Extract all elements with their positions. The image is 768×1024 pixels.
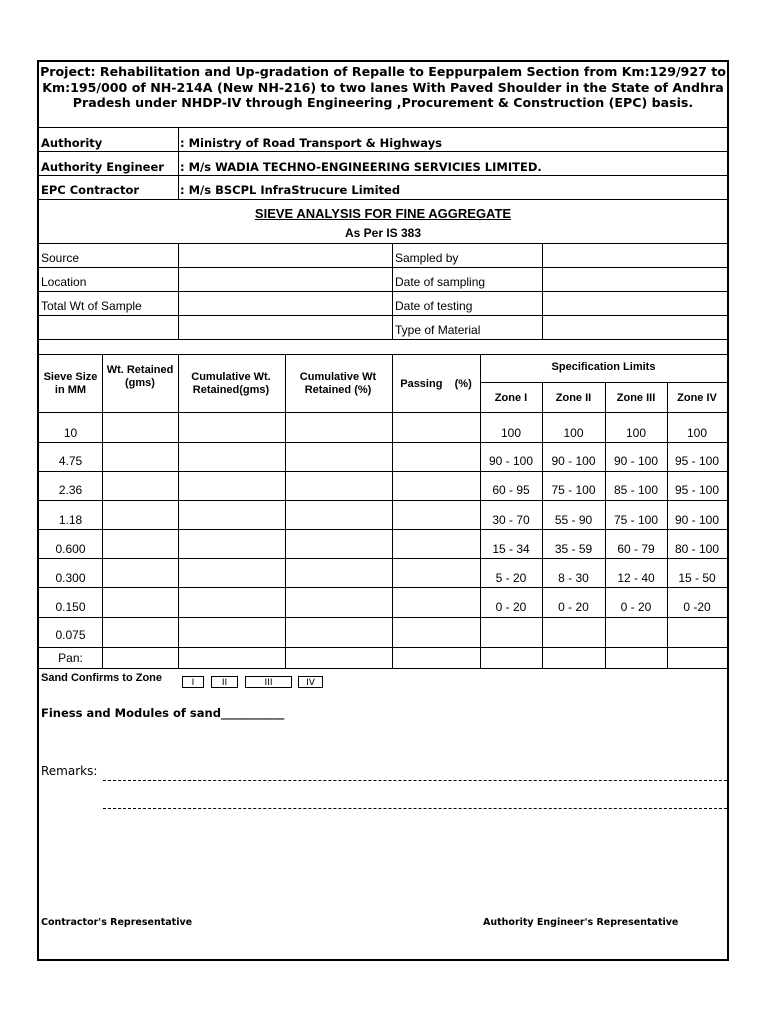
zone-3-limit: 0 - 20 [620, 600, 652, 614]
zone-1-limit: 90 - 100 [488, 454, 534, 468]
source-label: Source [41, 251, 80, 265]
zone-4-limit: 100 [686, 426, 708, 440]
col-zone-3: Zone III [616, 392, 656, 404]
col-passing: Passing (%) [400, 378, 472, 390]
zone-2-limit: 0 - 20 [558, 600, 589, 614]
zone-4-limit: 80 - 100 [674, 542, 720, 556]
sieve-size-cell: 0.075 [55, 628, 86, 642]
zone-3-limit: 100 [625, 426, 647, 440]
zone-3-limit: 60 - 79 [617, 542, 655, 556]
zone-2-limit: 100 [563, 426, 584, 440]
project-title: Project: Rehabilitation and Up-gradation of Repalle to Eeppurpalem Section from Km:129/927 to Km:195/000 of NH-214A (New NH-216) to two lanes With Paved Shoulder in the State of Andhra Pradesh under NHDP-IV through Engineering ,Procurement & Construction (EPC) basis. [40, 64, 726, 110]
sieve-size-cell: 4.75 [58, 454, 83, 468]
sieve-size-cell: 2.36 [58, 483, 83, 497]
authority-engineer-value: : M/s WADIA TECHNO-ENGINEERING SERVICIES LIMITED. [180, 160, 542, 174]
col-zone-4: Zone IV [677, 392, 717, 404]
col-cumulative-percent: Cumulative Wt Retained (%) [299, 371, 377, 396]
zone-3-limit: 85 - 100 [613, 483, 659, 497]
zone-4-limit: 15 - 50 [678, 571, 716, 585]
col-wt-retained: Wt. Retained (gms) [106, 364, 174, 389]
sieve-size-cell: 0.150 [55, 600, 86, 614]
zone-4-limit: 90 - 100 [674, 513, 720, 527]
zone-2-limit: 8 - 30 [558, 571, 589, 585]
fineness-modulus-label: Finess and Modules of sand___________ [41, 706, 285, 720]
authority-engineer-label: Authority Engineer [41, 160, 164, 174]
date-sampling-label: Date of sampling [395, 275, 486, 289]
zone-3-limit: 90 - 100 [613, 454, 659, 468]
sieve-size-cell: Pan: [58, 651, 83, 665]
zone-1-checkbox[interactable]: I [182, 676, 204, 688]
remarks-label: Remarks: [41, 764, 98, 778]
contractor-representative: Contractor's Representative [41, 917, 193, 928]
sheet-subtitle: As Per IS 383 [344, 226, 422, 240]
zone-4-limit: 95 - 100 [674, 454, 720, 468]
zone-2-checkbox[interactable]: II [211, 676, 238, 688]
remarks-line-2 [103, 808, 727, 809]
sand-confirms-label: Sand Confirms to Zone [41, 672, 162, 684]
sieve-size-cell: 0.300 [55, 571, 86, 585]
zone-2-limit: 55 - 90 [554, 513, 593, 527]
epc-contractor-value: : M/s BSCPL InfraStrucure Limited [180, 183, 401, 197]
sheet-title: SIEVE ANALYSIS FOR FINE AGGREGATE [254, 206, 512, 221]
remarks-line-1 [103, 780, 727, 781]
zone-2-limit: 75 - 100 [551, 483, 596, 497]
zone-1-limit: 5 - 20 [495, 571, 527, 585]
date-testing-label: Date of testing [395, 299, 473, 313]
sieve-size-cell: 10 [63, 426, 78, 440]
zone-3-limit: 75 - 100 [613, 513, 659, 527]
zone-1-limit: 100 [500, 426, 522, 440]
zone-1-limit: 15 - 34 [492, 542, 530, 556]
zone-3-limit: 12 - 40 [617, 571, 655, 585]
zone-3-checkbox[interactable]: III [245, 676, 292, 688]
total-wt-label: Total Wt of Sample [41, 299, 142, 313]
zone-2-limit: 35 - 59 [554, 542, 593, 556]
zone-4-limit: 95 - 100 [674, 483, 720, 497]
sieve-analysis-sheet [37, 60, 729, 961]
zone-1-limit: 30 - 70 [492, 513, 530, 527]
authority-engineer-representative: Authority Engineer's Representative [483, 917, 679, 928]
zone-1-limit: 60 - 95 [492, 483, 530, 497]
col-sieve-size: Sieve Size in MM [43, 371, 98, 396]
col-specification-limits: Specification Limits [551, 361, 656, 373]
authority-value: : Ministry of Road Transport & Highways [180, 136, 443, 150]
epc-contractor-label: EPC Contractor [41, 183, 140, 197]
col-zone-2: Zone II [555, 392, 592, 404]
sampled-by-label: Sampled by [395, 251, 459, 265]
zone-4-limit: 0 -20 [683, 600, 711, 614]
zone-1-limit: 0 - 20 [495, 600, 527, 614]
zone-2-limit: 90 - 100 [551, 454, 596, 468]
location-label: Location [41, 275, 87, 289]
authority-label: Authority [41, 136, 103, 150]
col-zone-1: Zone I [494, 392, 528, 404]
sieve-size-cell: 0.600 [55, 542, 86, 556]
zone-4-checkbox[interactable]: IV [298, 676, 323, 688]
col-cumulative-retained: Cumulative Wt. Retained(gms) [191, 371, 271, 396]
sieve-size-cell: 1.18 [58, 513, 83, 527]
type-material-label: Type of Material [395, 323, 481, 337]
